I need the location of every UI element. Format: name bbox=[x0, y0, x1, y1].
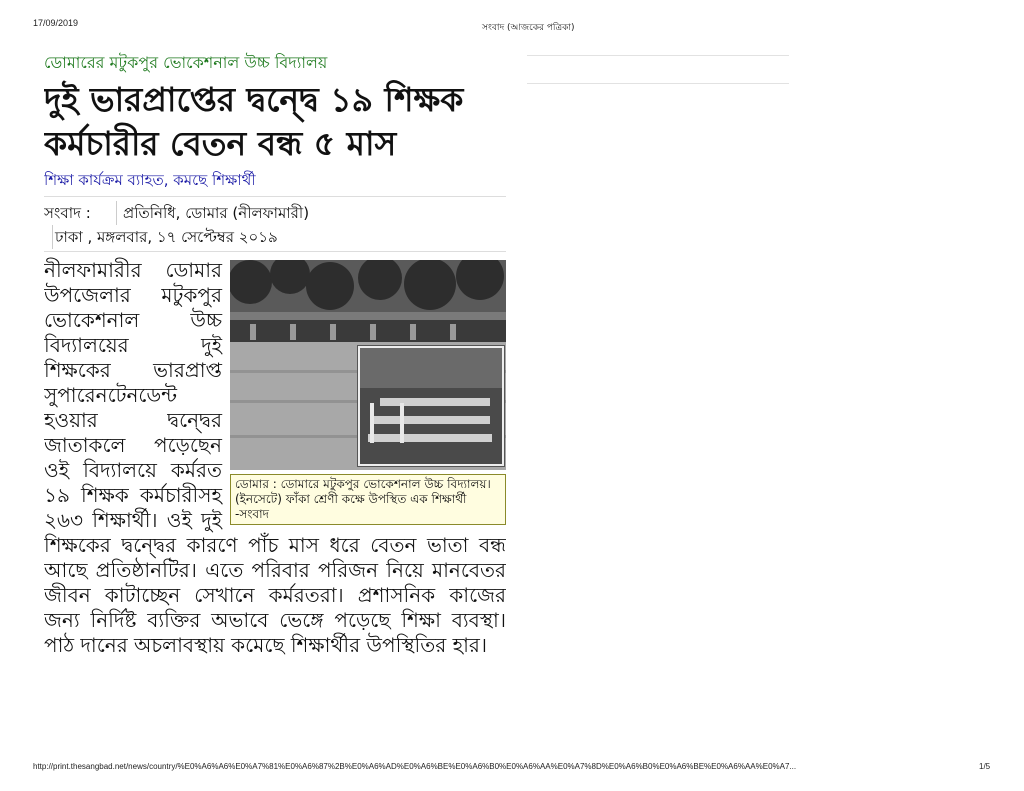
article-kicker: ডোমারের মটুকপুর ভোকেশনাল উচ্চ বিদ্যালয় bbox=[44, 53, 328, 72]
print-header-title: সংবাদ (আজকের পত্রিকা) bbox=[482, 23, 575, 33]
byline-value: প্রতিনিধি, ডোমার (নীলফামারী) bbox=[116, 201, 309, 225]
photo-caption: ডোমার : ডোমারে মটুকপুর ভোকেশনাল উচ্চ বিদ্যালয়। (ইনসেটে) ফাঁকা শ্রেণী কক্ষে উপস্থিত এক শিক্ষার্থী -সংবাদ bbox=[230, 474, 506, 525]
byline-label: সংবাদ : bbox=[44, 204, 91, 222]
article bbox=[44, 52, 506, 658]
headline-line-1: দুই ভারপ্রাপ্তের দ্বন্দ্বে ১৯ শিক্ষক bbox=[44, 80, 464, 119]
print-header-date: 17/09/2019 bbox=[33, 18, 79, 28]
print-footer-url[interactable]: http://print.thesangbad.net/news/country/%E0%A6%A6%E0%A7%81%E0%A6%87%2B%E0%A6%AD%E0%A6%BE%E0%A6%B0%E0%A6%AA%E0%A7%8D%E0%A6%B0%E0%A6%BE%E0%A6%AA%E0%A7... bbox=[33, 762, 797, 771]
article-subhead: শিক্ষা কার্যক্রম ব্যাহত, কমছে শিক্ষার্থী bbox=[44, 171, 256, 189]
headline-line-2: কর্মচারীর বেতন বন্ধ ৫ মাস bbox=[44, 124, 397, 163]
print-footer-page-number: 1/5 bbox=[979, 762, 991, 771]
article-headline bbox=[44, 78, 506, 166]
article-body: নীলফামারীর ডোমার উপজেলার মটুকপুর ভোকেশনাল উচ্চ বিদ্যালয়ের দুই শিক্ষকের ভারপ্রাপ্ত সুপারেনটেনডেন্ট হওয়ার দ্বন্দ্বের জাতাকলে পড়েছেন ওই বিদ্যালয়ে কর্মরত ১৯ শিক্ষক কর্মচারীসহ ২৬৩ শিক্ষার্থী। ওই দুই শিক্ষকের দ্বন্দ্বের কারণে পাঁচ মাস ধরে বেতন ভাতা বন্ধ আছে প্রতিষ্ঠানটির। এতে পরিবার পরিজন নিয়ে মানবেতর জীবন কাটাচ্ছেন সেখানে কর্মরতরা। প্রশাসনিক কাজের জন্য নির্দিষ্ট ব্যক্তির অভাবে ভেঙ্গে পড়েছে শিক্ষা ব্যবস্থা। পাঠ দানের অচলাবস্থায় কমেছে শিক্ষার্থীর উপস্থিতির হার। bbox=[44, 258, 506, 657]
sidebar-divider bbox=[527, 55, 789, 56]
right-sidebar bbox=[527, 0, 789, 791]
article-body-wrap bbox=[44, 258, 506, 658]
inset-photo bbox=[358, 346, 504, 466]
photo-block bbox=[230, 260, 506, 522]
article-meta bbox=[44, 196, 506, 252]
sidebar-divider bbox=[527, 83, 789, 84]
dateline: ঢাকা , মঙ্গলবার, ১৭ সেপ্টেম্বর ২০১৯ bbox=[52, 225, 278, 249]
